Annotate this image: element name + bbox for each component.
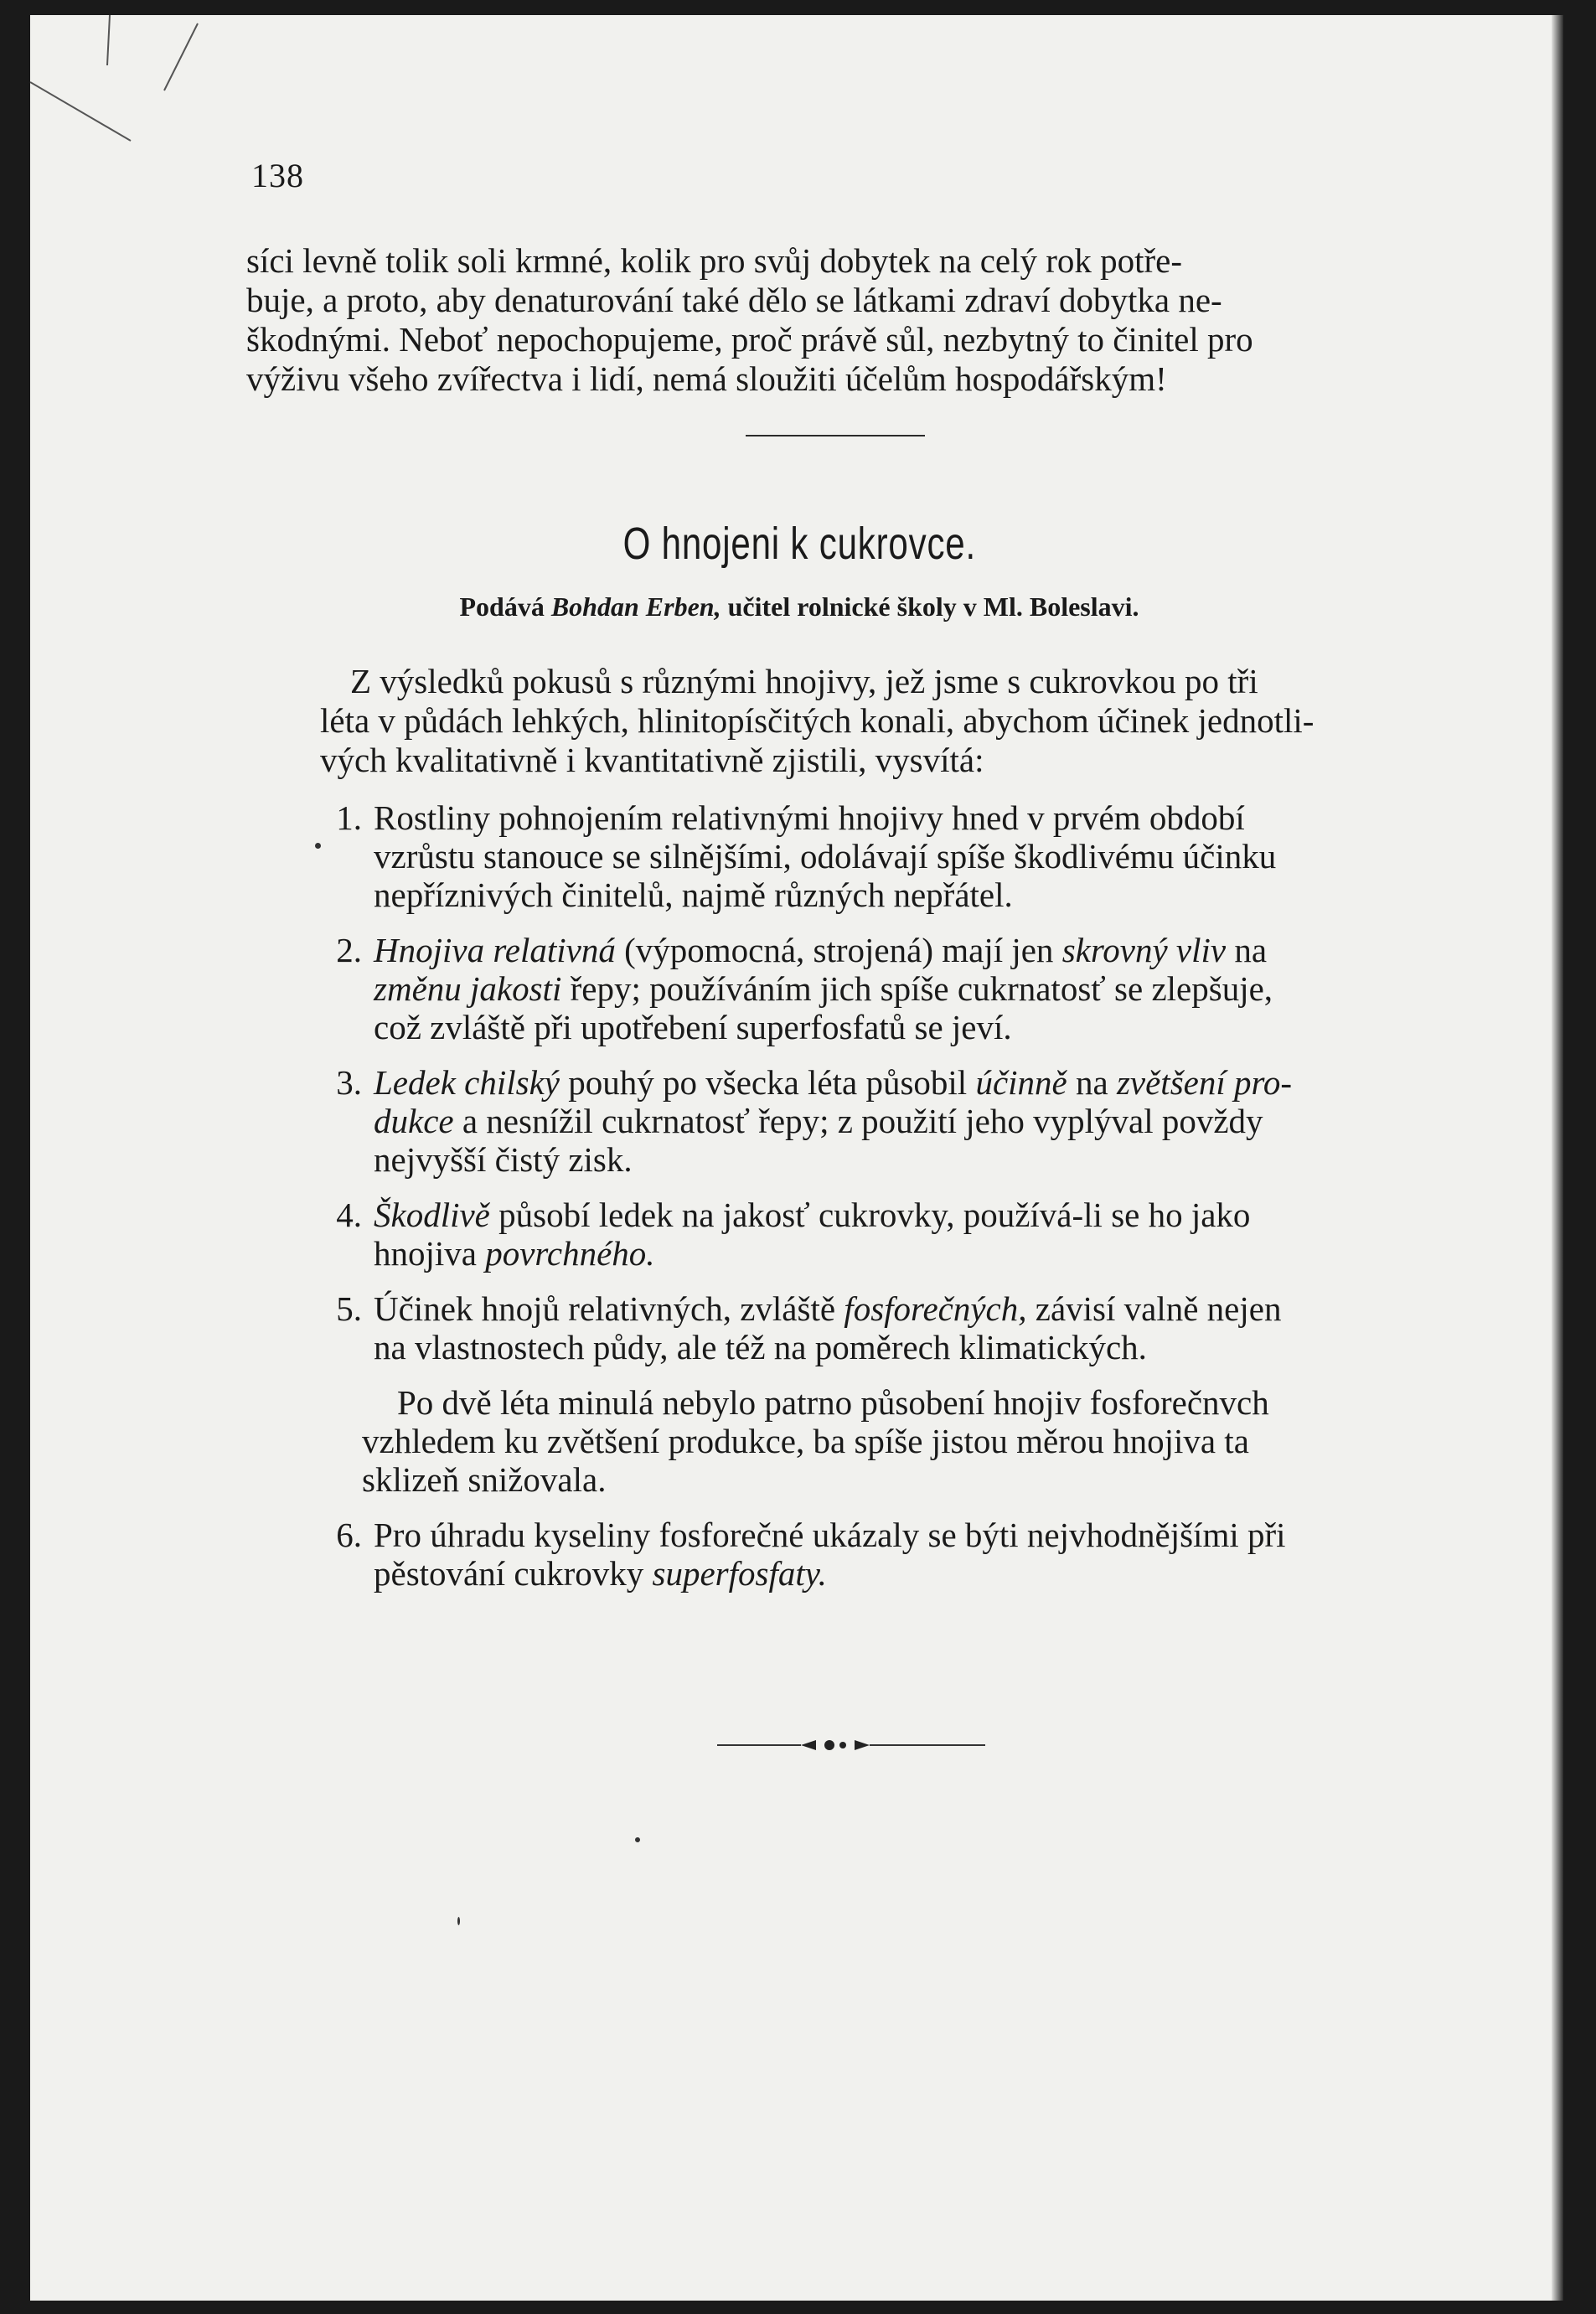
lead-paragraph — [320, 662, 1451, 780]
item-number: 5. — [336, 1289, 362, 1328]
item-line — [374, 1554, 1451, 1593]
intro-paragraph — [246, 241, 1451, 399]
list-item — [290, 931, 1451, 1046]
text: (výpomocná, strojená) mají jen — [615, 931, 1062, 969]
text: hnojiva — [374, 1234, 486, 1273]
text: Účinek hnojů relativných, zvláště — [374, 1289, 844, 1328]
emphasis: Ledek chilský — [374, 1063, 560, 1102]
article-title: O hnojeni k cukrovce. — [622, 519, 976, 569]
lead-line: léta v půdách lehkých, hlinitopísčitých konali, abychom účinek jednotli- — [320, 701, 1315, 740]
lead-line: Z výsledků pokusů s různými hnojivy, jež jsme s cukrovkou po tři — [350, 662, 1258, 700]
item-body — [374, 931, 1451, 1046]
corner-pencil-mark — [30, 15, 231, 183]
item-line: vzrůstu stanouce se silnějšími, odolávají spíše škodlivému účinku — [374, 837, 1277, 875]
item-number: 4. — [336, 1196, 362, 1234]
ink-speck — [457, 1917, 460, 1925]
section-divider — [746, 435, 925, 436]
text: pouhý po všecka léta působil — [559, 1063, 976, 1102]
list-item — [290, 1289, 1451, 1366]
emphasis: Škodlivě — [374, 1196, 490, 1234]
item-line: Pro úhradu kyseliny fosforečné ukázaly se býti nejvhodnějšími při — [374, 1516, 1286, 1554]
item-number: 6. — [336, 1516, 362, 1554]
item-body — [374, 1063, 1451, 1179]
end-ornament — [717, 1733, 985, 1758]
item-line: Rostliny pohnojením relativnými hnojivy hned v prvém období — [374, 798, 1245, 837]
emphasis: dukce — [374, 1102, 454, 1140]
item-line: což zvláště při upotřebení superfosfatů se jeví. — [374, 1008, 1012, 1046]
list-item — [290, 1063, 1451, 1179]
emphasis: účinně — [975, 1063, 1067, 1102]
text: na — [1067, 1063, 1117, 1102]
list-item — [290, 1516, 1451, 1593]
page-number: 138 — [251, 157, 304, 194]
list-item — [290, 798, 1451, 914]
continuation-line: sklizeň snižovala. — [362, 1460, 607, 1499]
item-line: nejvyšší čistý zisk. — [374, 1140, 633, 1179]
item-number: 2. — [336, 931, 362, 969]
intro-line: škodnými. Neboť nepochopujeme, proč právě sůl, nezbytný to činitel pro — [246, 320, 1253, 359]
continuation-line: vzhledem ku zvětšení produkce, ba spíše jistou měrou hnojiva ta — [362, 1422, 1249, 1460]
item-line — [374, 1063, 1451, 1102]
emphasis: superfosfaty. — [652, 1554, 827, 1593]
emphasis: fosforečných, — [844, 1289, 1027, 1328]
byline-suffix: učitel rolnické školy v Ml. Boleslavi. — [727, 591, 1139, 622]
text: pěstování cukrovky — [374, 1554, 653, 1593]
text: působí ledek na jakosť cukrovky, používá-li se ho jako — [489, 1196, 1251, 1234]
item-5-continuation — [362, 1383, 1451, 1499]
item-line: na vlastnostech půdy, ale též na poměrech klimatických. — [374, 1328, 1147, 1366]
item-line — [374, 931, 1451, 969]
byline-prefix: Podává — [459, 591, 545, 622]
intro-line: buje, a proto, aby denaturování také dělo se látkami zdraví dobytka ne- — [246, 281, 1222, 319]
item-line — [374, 1289, 1451, 1328]
ink-speck — [635, 1837, 640, 1842]
emphasis: povrchného. — [485, 1234, 655, 1273]
text: a nesnížil cukrnatosť řepy; z použití jeho vyplýval povždy — [453, 1102, 1263, 1140]
item-line — [374, 1196, 1451, 1234]
item-number: 3. — [336, 1063, 362, 1102]
item-line — [374, 1102, 1451, 1140]
text: závisí valně nejen — [1026, 1289, 1282, 1328]
lead-line: vých kvalitativně i kvantitativně zjistili, vysvítá: — [320, 741, 984, 779]
text: na — [1226, 931, 1268, 969]
item-line — [374, 969, 1451, 1008]
text: řepy; používáním jich spíše cukrnatosť se zlepšuje, — [561, 969, 1273, 1008]
book-page — [30, 15, 1563, 2301]
ink-speck — [315, 843, 321, 849]
continuation-line: Po dvě léta minulá nebylo patrno působení hnojiv fosforečnvch — [397, 1383, 1269, 1422]
intro-line: výživu všeho zvířectva i lidí, nemá sloužiti účelům hospodářským! — [246, 359, 1167, 398]
item-number: 1. — [336, 798, 362, 837]
byline-author: Bohdan Erben, — [550, 591, 721, 622]
emphasis: Hnojiva relativná — [374, 931, 616, 969]
findings-list — [290, 798, 1451, 1609]
emphasis: zvětšení pro- — [1116, 1063, 1293, 1102]
item-line: nepříznivých činitelů, najmě různých nepřátel. — [374, 875, 1013, 914]
article-byline — [30, 591, 1568, 622]
emphasis: změnu jakosti — [374, 969, 562, 1008]
item-line — [374, 1234, 1451, 1273]
list-item — [290, 1196, 1451, 1273]
item-body — [374, 798, 1451, 914]
item-body — [374, 1516, 1451, 1593]
intro-line: síci levně tolik soli krmné, kolik pro svůj dobytek na celý rok potře- — [246, 241, 1183, 280]
emphasis: skrovný vliv — [1061, 931, 1227, 969]
item-body — [374, 1289, 1451, 1366]
page-edge — [1552, 15, 1563, 2301]
item-body — [374, 1196, 1451, 1273]
